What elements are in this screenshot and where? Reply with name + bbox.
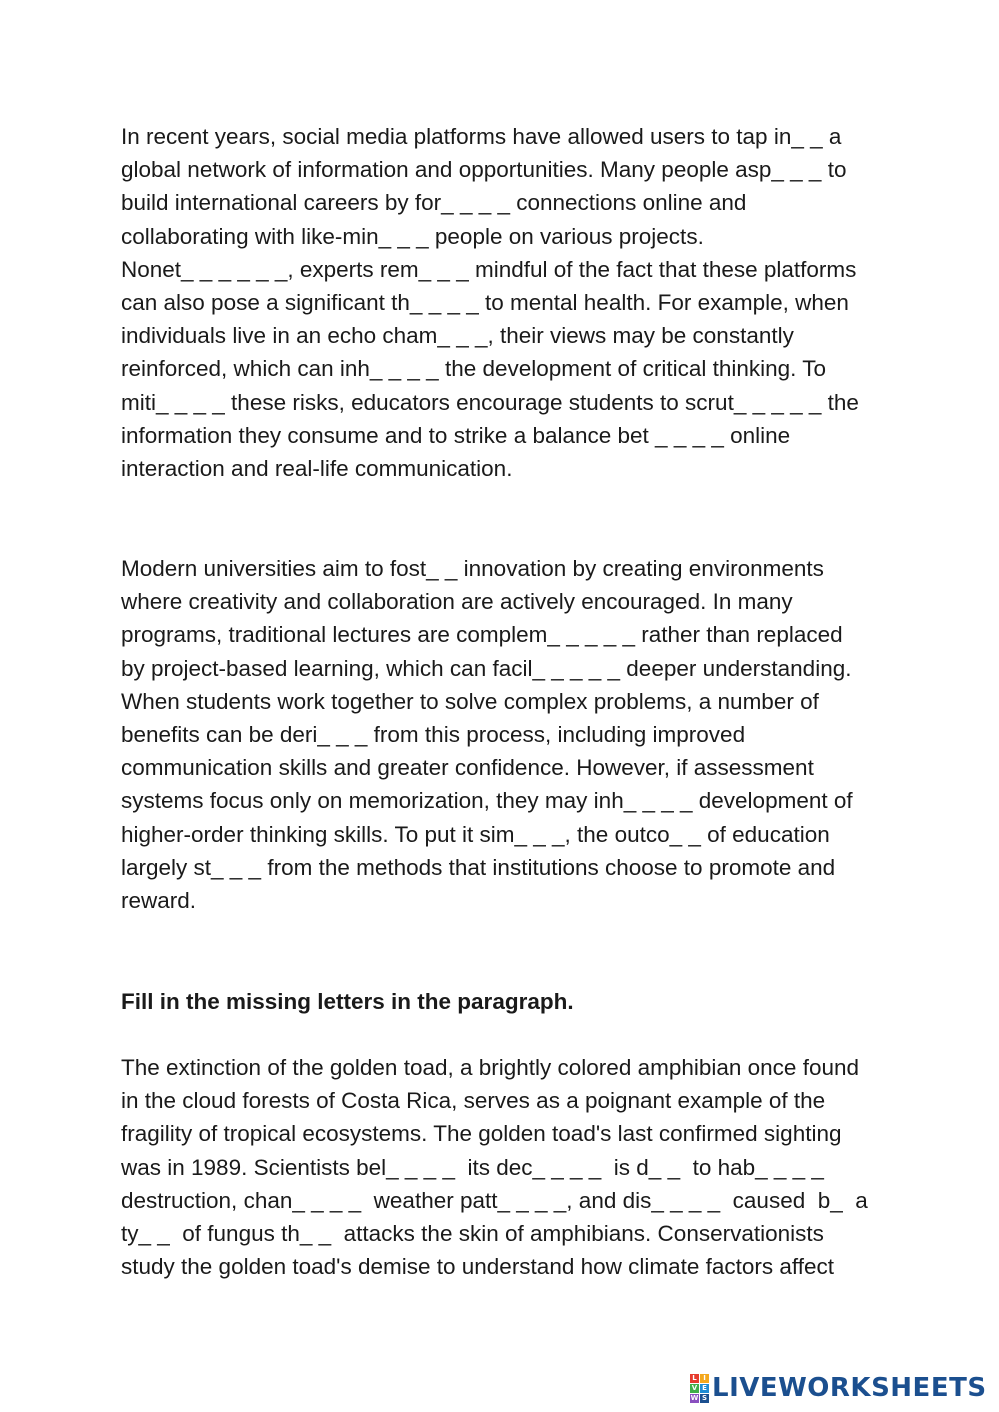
logo-mark-cell: S bbox=[701, 1393, 708, 1402]
logo-mark-icon bbox=[690, 1374, 709, 1403]
text-line: systems focus only on memorization, they may inh_ _ _ _ development of bbox=[121, 788, 853, 814]
text-line: Modern universities aim to fost_ _ innovation by creating environments bbox=[121, 556, 824, 581]
text-line: global network of information and opportunities. Many people asp_ _ _ to bbox=[121, 157, 847, 183]
logo-mark-cell: I bbox=[700, 1374, 709, 1383]
paragraph-golden-toad bbox=[121, 1051, 971, 1283]
text-line: The extinction of the golden toad, a brightly colored amphibian once found bbox=[121, 1055, 859, 1080]
text-line: Nonet_ _ _ _ _ _, experts rem_ _ _ mindful of the fact that these platforms bbox=[121, 256, 857, 282]
text-line: interaction and real-life communication. bbox=[121, 456, 513, 482]
text-line: programs, traditional lectures are complem_ _ _ _ _ rather than replaced bbox=[121, 622, 843, 648]
text-line: In recent years, social media platforms have allowed users to tap in_ _ a bbox=[121, 124, 842, 149]
text-line: communication skills and greater confidence. However, if assessment bbox=[121, 755, 814, 781]
text-line: miti_ _ _ _ these risks, educators encourage students to scrut_ _ _ _ _ the bbox=[121, 389, 859, 415]
instruction-heading: Fill in the missing letters in the paragraph. bbox=[121, 989, 574, 1014]
logo-mark-cell: E bbox=[700, 1384, 709, 1393]
text-line: largely st_ _ _ from the methods that institutions choose to promote and bbox=[121, 854, 836, 880]
text-line: destruction, chan_ _ _ _ weather patt_ _ _ _, and dis_ _ _ _ caused b_ a bbox=[121, 1187, 868, 1213]
text-line: higher-order thinking skills. To put it sim_ _ _, the outco_ _ of education bbox=[121, 821, 830, 847]
text-line: reward. bbox=[121, 888, 197, 914]
text-line: build international careers by for_ _ _ _ connections online and bbox=[121, 190, 747, 216]
text-line: fragility of tropical ecosystems. The golden toad's last confirmed sighting bbox=[121, 1121, 842, 1147]
text-line: When students work together to solve complex problems, a number of bbox=[121, 688, 819, 714]
text-line: in the cloud forests of Costa Rica, serves as a poignant example of the bbox=[121, 1088, 826, 1114]
text-line: can also pose a significant th_ _ _ _ to mental health. For example, when bbox=[121, 290, 849, 316]
text-line: where creativity and collaboration are actively encouraged. In many bbox=[121, 589, 793, 615]
logo-mark-cell: W bbox=[690, 1393, 699, 1402]
text-line: benefits can be deri_ _ _ from this process, including improved bbox=[121, 722, 746, 748]
logo-mark-cell: L bbox=[690, 1374, 699, 1383]
text-line: collaborating with like-min_ _ _ people on various projects. bbox=[121, 223, 704, 249]
text-line: by project-based learning, which can facil_ _ _ _ _ deeper understanding. bbox=[121, 655, 852, 681]
liveworksheets-logo bbox=[690, 1374, 987, 1402]
logo-wordmark: LIVEWORKSHEETS bbox=[712, 1373, 987, 1403]
text-line: was in 1989. Scientists bel_ _ _ _ its dec_ _ _ _ is d_ _ to hab_ _ _ _ bbox=[121, 1154, 824, 1180]
text-line: study the golden toad's demise to understand how climate factors affect bbox=[121, 1254, 835, 1280]
text-line: ty_ _ of fungus th_ _ attacks the skin of amphibians. Conservationists bbox=[121, 1221, 824, 1247]
text-line: information they consume and to strike a balance bet _ _ _ _ online bbox=[121, 422, 791, 448]
text-line: reinforced, which can inh_ _ _ _ the development of critical thinking. To bbox=[121, 356, 826, 382]
paragraph-universities bbox=[121, 552, 971, 917]
paragraph-social-media bbox=[121, 120, 971, 485]
text-line: individuals live in an echo cham_ _ _, their views may be constantly bbox=[121, 323, 794, 349]
logo-mark-cell: V bbox=[691, 1383, 698, 1392]
